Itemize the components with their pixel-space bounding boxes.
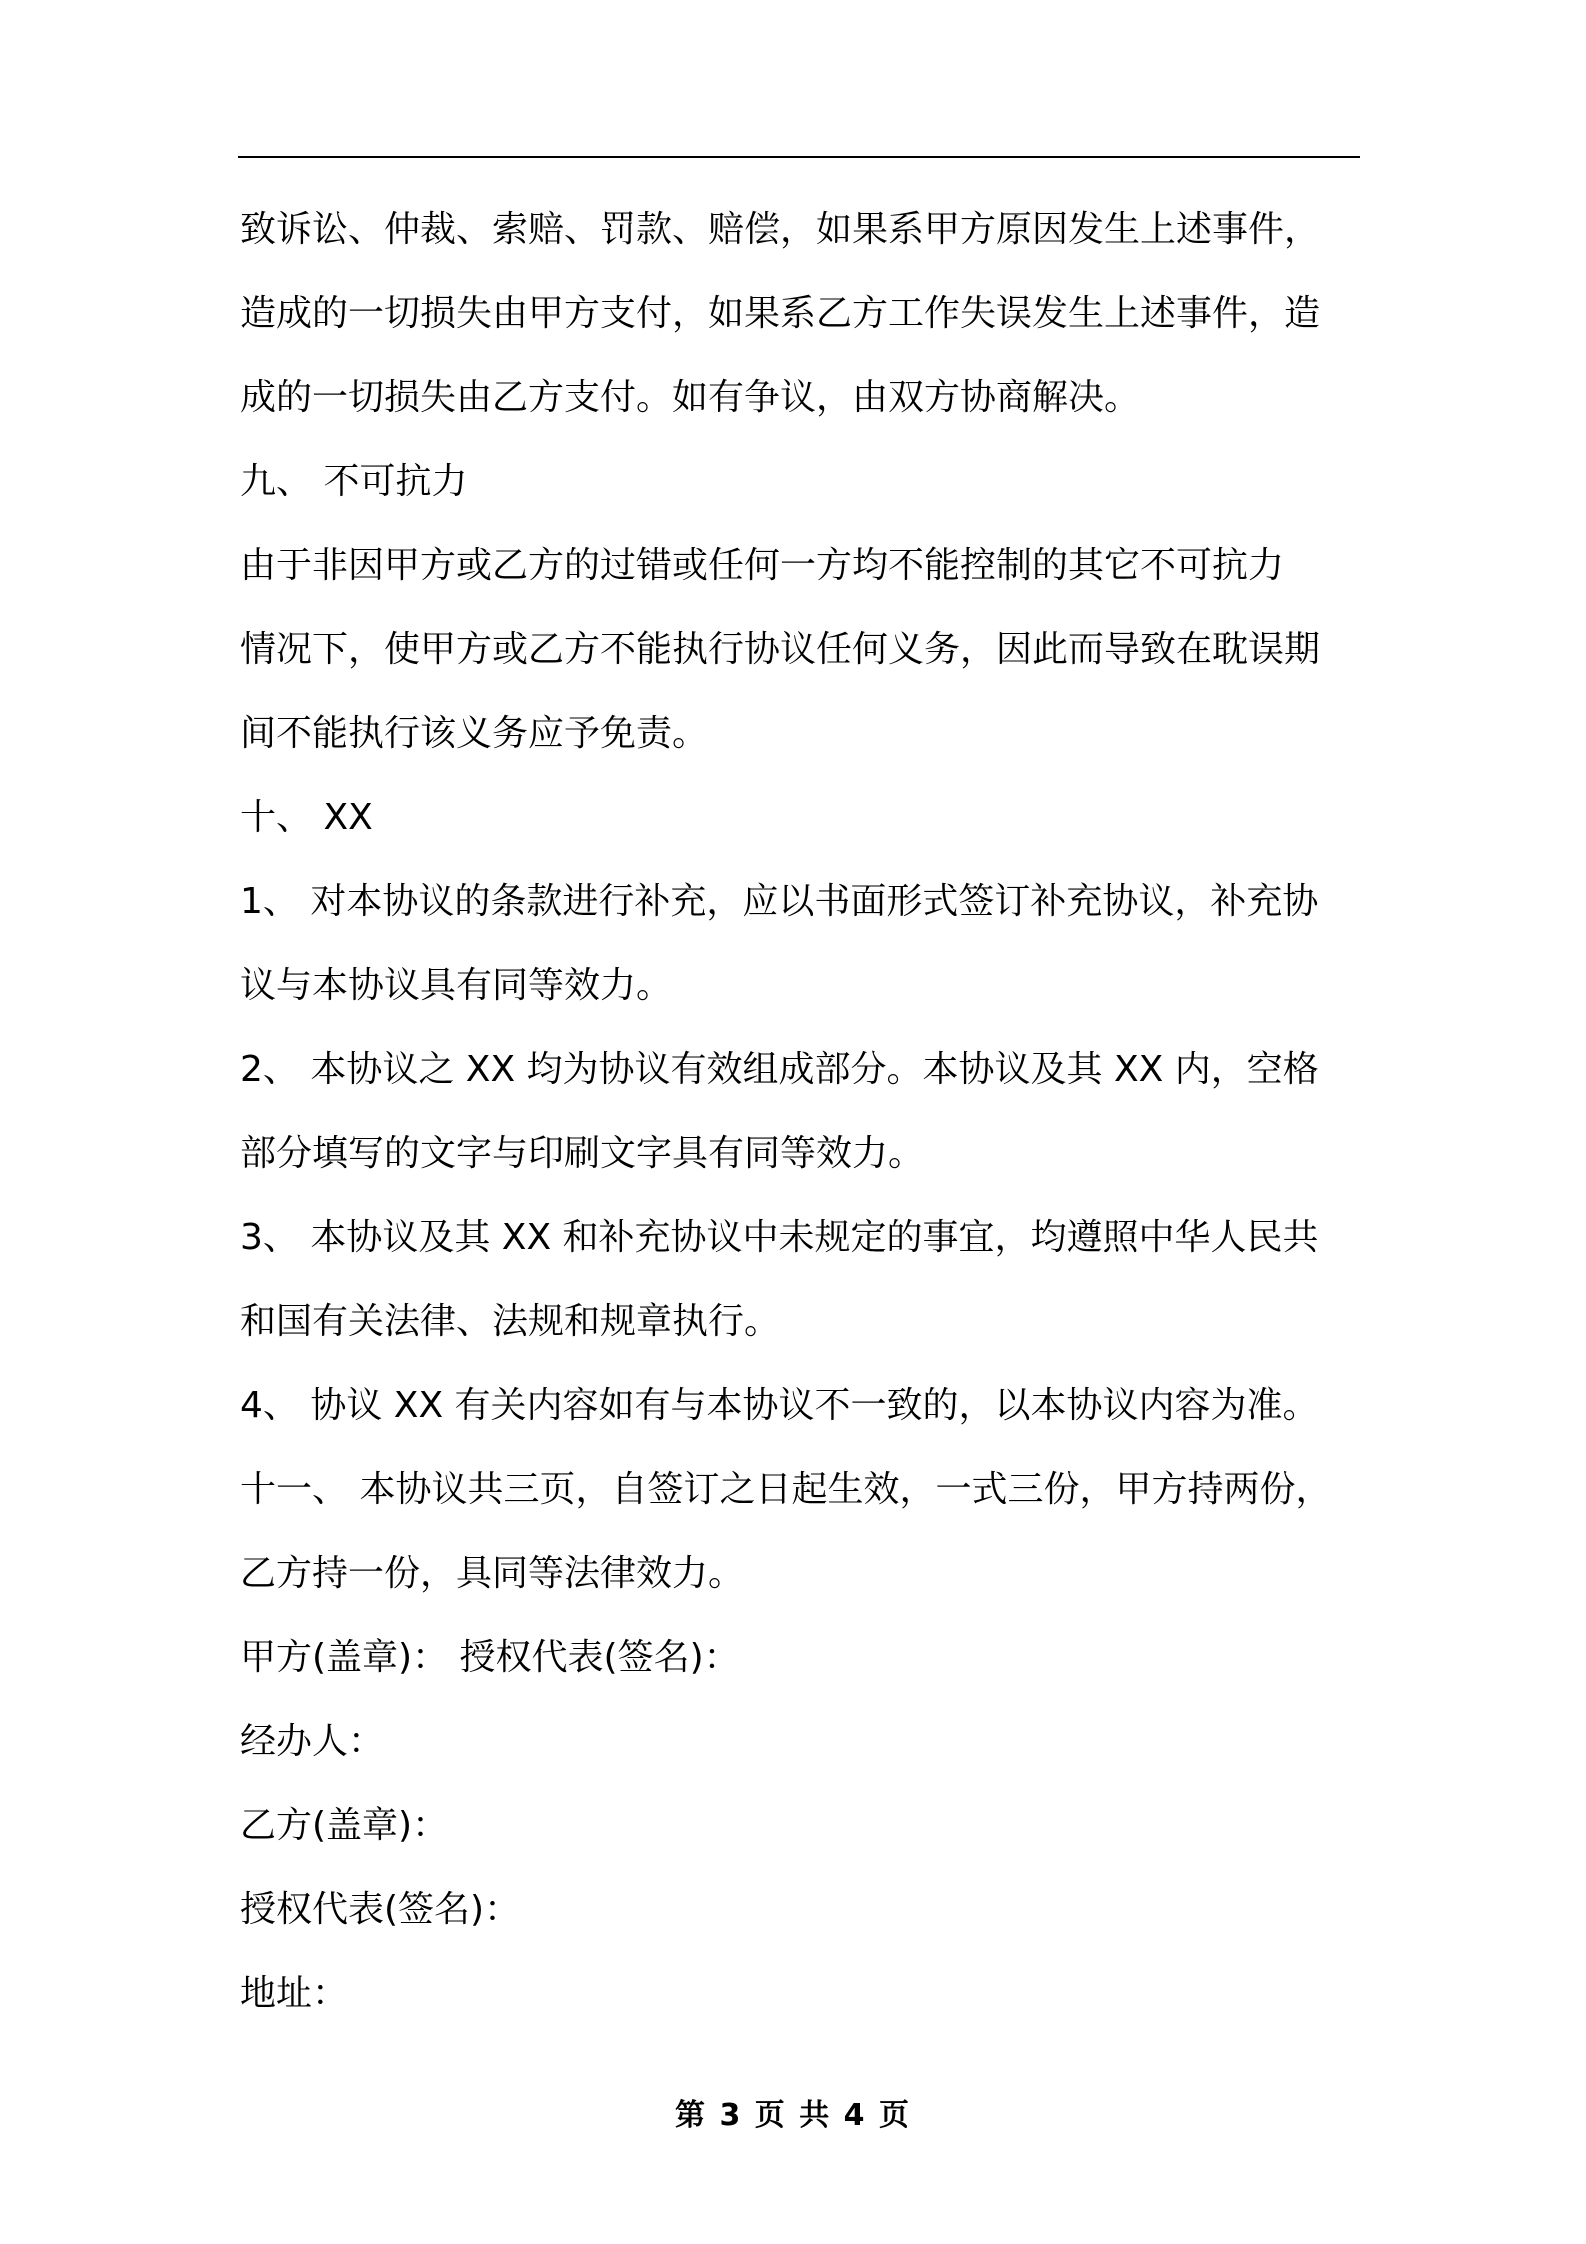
- signature-party-a: 甲方(盖章)： 授权代表(签名)：: [240, 1637, 740, 1678]
- paragraph-line-disputes-1: 致诉讼、仲裁、索赔、罚款、赔偿，如果系甲方原因发生上述事件，: [240, 209, 1321, 250]
- clause-3-line-1: 3、 本协议及其 XX 和补充协议中未规定的事宜，均遵照中华人民共: [240, 1217, 1319, 1258]
- clause-1-line-1: 1、 对本协议的条款进行补充，应以书面形式签订补充协议，补充协: [240, 881, 1319, 922]
- paragraph-line-disputes-2: 造成的一切损失由甲方支付，如果系乙方工作失误发生上述事件，造: [240, 293, 1321, 334]
- paragraph-line-force-majeure-2: 情况下，使甲方或乙方不能执行协议任何义务，因此而导致在耽误期: [240, 629, 1321, 670]
- paragraph-line-disputes-3: 成的一切损失由乙方支付。如有争议，由双方协商解决。: [240, 377, 1141, 418]
- header-divider: [238, 156, 1360, 158]
- clause-1-line-2: 议与本协议具有同等效力。: [240, 965, 673, 1006]
- signature-handler: 经办人：: [240, 1721, 385, 1762]
- contract-body: [240, 188, 1380, 2036]
- clause-2-line-2: 部分填写的文字与印刷文字具有同等效力。: [240, 1133, 925, 1174]
- section-heading-force-majeure: 九、 不可抗力: [240, 461, 468, 502]
- page-number-footer: 第 3 页 共 4 页: [675, 2098, 911, 2133]
- clause-2-line-1: 2、 本协议之 XX 均为协议有效组成部分。本协议及其 XX 内，空格: [240, 1049, 1319, 1090]
- section-eleven-line-2: 乙方持一份，具同等法律效力。: [240, 1553, 745, 1594]
- clause-3-line-2: 和国有关法律、法规和规章执行。: [240, 1301, 781, 1342]
- section-heading-ten: 十、 XX: [240, 797, 373, 838]
- signature-authorized-rep: 授权代表(签名)：: [240, 1889, 521, 1930]
- paragraph-line-force-majeure-1: 由于非因甲方或乙方的过错或任何一方均不能控制的其它不可抗力: [240, 545, 1285, 586]
- section-eleven-line-1: 十一、 本协议共三页，自签订之日起生效，一式三份，甲方持两份，: [240, 1469, 1332, 1510]
- clause-4-line-1: 4、 协议 XX 有关内容如有与本协议不一致的，以本协议内容为准。: [240, 1385, 1319, 1426]
- paragraph-line-force-majeure-3: 间不能执行该义务应予免责。: [240, 713, 709, 754]
- signature-party-b: 乙方(盖章)：: [240, 1805, 449, 1846]
- signature-address: 地址：: [240, 1973, 349, 2014]
